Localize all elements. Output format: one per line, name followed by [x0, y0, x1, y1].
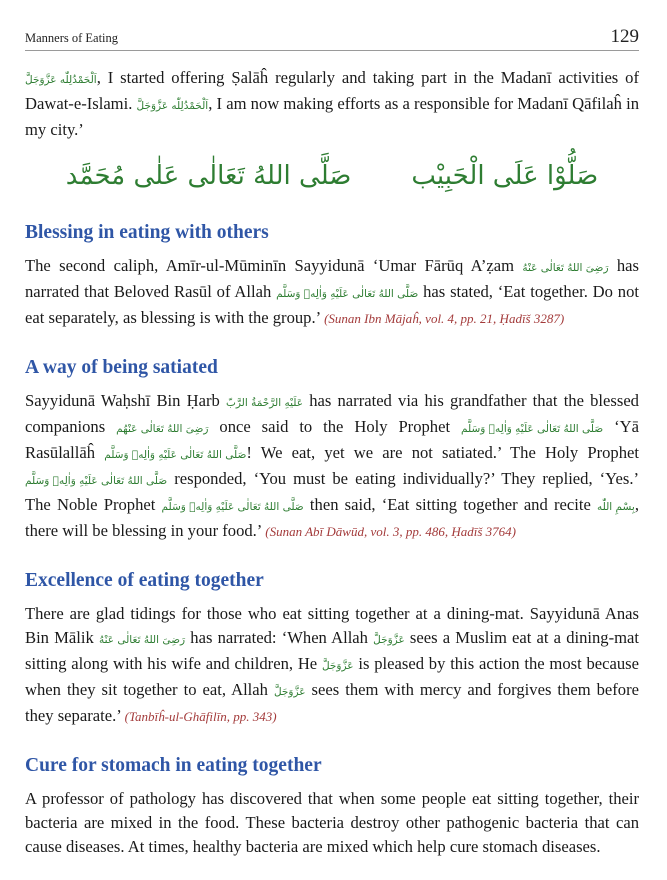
arabic-salutation: صَلَّى اللهُ تَعَالٰى عَلَيْهِ وَاٰلِهٖ وَسَلَّم: [276, 288, 419, 300]
section-satiated: [25, 355, 639, 544]
durood-left: صَلَّى اللهُ تَعَالٰى عَلٰى مُحَمَّد: [65, 161, 352, 191]
durood-right: صَلُّوْا عَلَى الْحَبِيْب: [411, 161, 599, 191]
section-paragraph: The second caliph, Amīr-ul-Mūminīn Sayyidunā ‘Umar Fārūq A’ẓam رَضِیَ اللهُ تَعَالٰی عَنْهُ has narrated that Beloved Rasūl of Allah صَلَّى اللهُ تَعَالٰى عَلَيْهِ وَاٰلِهٖ وَسَلَّم has stated, ‘Eat together. Do not eat separately, as blessing is with the group.’ (Sunan Ibn Mājaĥ, vol. 4, pp. 21, Ḥadīš 3287): [25, 256, 639, 327]
arabic-bismillah: بِسْمِ اللّٰه: [597, 501, 635, 513]
arabic-salutation: صَلَّى اللهُ تَعَالٰى عَلَيْهِ وَاٰلِهٖ وَسَلَّم: [25, 475, 168, 487]
arabic-salutation: عَزَّوَجَلَّ: [373, 634, 405, 646]
citation: (Tanbīĥ-ul-Ghāfilīn, pp. 343): [124, 709, 277, 724]
page-content: [25, 66, 639, 859]
arabic-salutation: عَلَيْهِ الرَّحْمَةُ الرَّبّ: [225, 397, 304, 409]
section-paragraph: There are glad tidings for those who eat sitting together at a dining-mat. Sayyidunā Anas Bin Mālik رَضِیَ اللهُ تَعَالٰی عَنْهُ has narrated: ‘When Allah عَزَّوَجَلَّ sees a Muslim eat at a dining-mat sitting along with his wife and children, He عَزَّوَجَلَّ is pleased by this action the most because when they sit together to eat, Allah عَزَّوَجَلَّ sees them with mercy and forgives them before they separate.’ (Tanbīĥ-ul-Ghāfilīn, pp. 343): [25, 604, 640, 725]
section-heading: Cure for stomach in eating together: [25, 755, 322, 776]
section-heading: A way of being satiated: [25, 357, 218, 378]
arabic-salutation: اَلْحَمْدُلِلّٰه عَزَّوَجَلَّ: [25, 74, 97, 86]
section-paragraph: Sayyidunā Waḥshī Bin Ḥarb عَلَيْهِ الرَّحْمَةُ الرَّبّ has narrated via his grandfather that the blessed companions رَضِیَ اللهُ تَعَالٰی عَنْهُم once said to the Holy Prophet صَلَّى اللهُ تَعَالٰى عَلَيْهِ وَاٰلِهٖ وَسَلَّم ‘Yā Rasūlallāĥ صَلَّى اللهُ تَعَالٰى عَلَيْهِ وَاٰلِهٖ وَسَلَّم! We eat, yet we are not satiated.’ The Holy Prophet صَلَّى اللهُ تَعَالٰى عَلَيْهِ وَاٰلِهٖ وَسَلَّم responded, ‘You must be eating individually?’ They replied, ‘Yes.’ The Noble Prophet صَلَّى اللهُ تَعَالٰى عَلَيْهِ وَاٰلِهٖ وَسَلَّم then said, ‘Eat sitting together and recite بِسْمِ اللّٰه, there will be blessing in your food.’ (Sunan Abī Dāwūd, vol. 3, pp. 486, Ḥadīš 3764): [25, 391, 640, 540]
section-excellence: [25, 568, 639, 729]
arabic-salutation: رَضِیَ اللهُ تَعَالٰی عَنْهُم: [116, 423, 209, 435]
page-header: [25, 24, 639, 51]
section-paragraph: A professor of pathology has discovered that when some people eat sitting together, their bacteria are mixed in the food. These bacteria destroy other pathogenic bacteria that can cause diseases. At times, healthy bacteria are mixed which help cure stomach diseases.: [25, 789, 639, 856]
section-blessing: [25, 220, 639, 331]
running-title: Manners of Eating: [25, 31, 119, 45]
durood-line: [25, 156, 639, 196]
citation: (Sunan Abī Dāwūd, vol. 3, pp. 486, Ḥadīš 3764): [265, 524, 516, 539]
arabic-salutation: عَزَّوَجَلَّ: [321, 660, 354, 672]
arabic-salutation: اَلْحَمْدُلِلّٰه عَزَّوَجَلَّ: [136, 100, 209, 112]
arabic-salutation: عَزَّوَجَلَّ: [273, 686, 306, 698]
page-number: 129: [610, 26, 639, 47]
arabic-salutation: صَلَّى اللهُ تَعَالٰى عَلَيْهِ وَاٰلِهٖ وَسَلَّم: [104, 449, 247, 461]
arabic-salutation: صَلَّى اللهُ تَعَالٰى عَلَيْهِ وَاٰلِهٖ وَسَلَّم: [161, 501, 304, 513]
section-cure: [25, 753, 639, 859]
section-heading: Blessing in eating with others: [25, 222, 269, 243]
arabic-salutation: رَضِیَ اللهُ تَعَالٰی عَنْهُ: [522, 262, 609, 274]
arabic-salutation: رَضِیَ اللهُ تَعَالٰی عَنْهُ: [98, 634, 186, 646]
section-heading: Excellence of eating together: [25, 570, 264, 591]
arabic-salutation: صَلَّى اللهُ تَعَالٰى عَلَيْهِ وَاٰلِهٖ وَسَلَّم: [461, 423, 604, 435]
intro-paragraph: اَلْحَمْدُلِلّٰه عَزَّوَجَلَّ, I started offering Ṣalāĥ regularly and taking part in the Madanī activities of Dawat-e-Islami. اَلْحَمْدُلِلّٰه عَزَّوَجَلَّ, I am now making efforts as a responsible for Madanī Qāfilaĥ in my city.’: [25, 68, 639, 139]
citation: (Sunan Ibn Mājaĥ, vol. 4, pp. 21, Ḥadīš 3287): [324, 311, 565, 326]
